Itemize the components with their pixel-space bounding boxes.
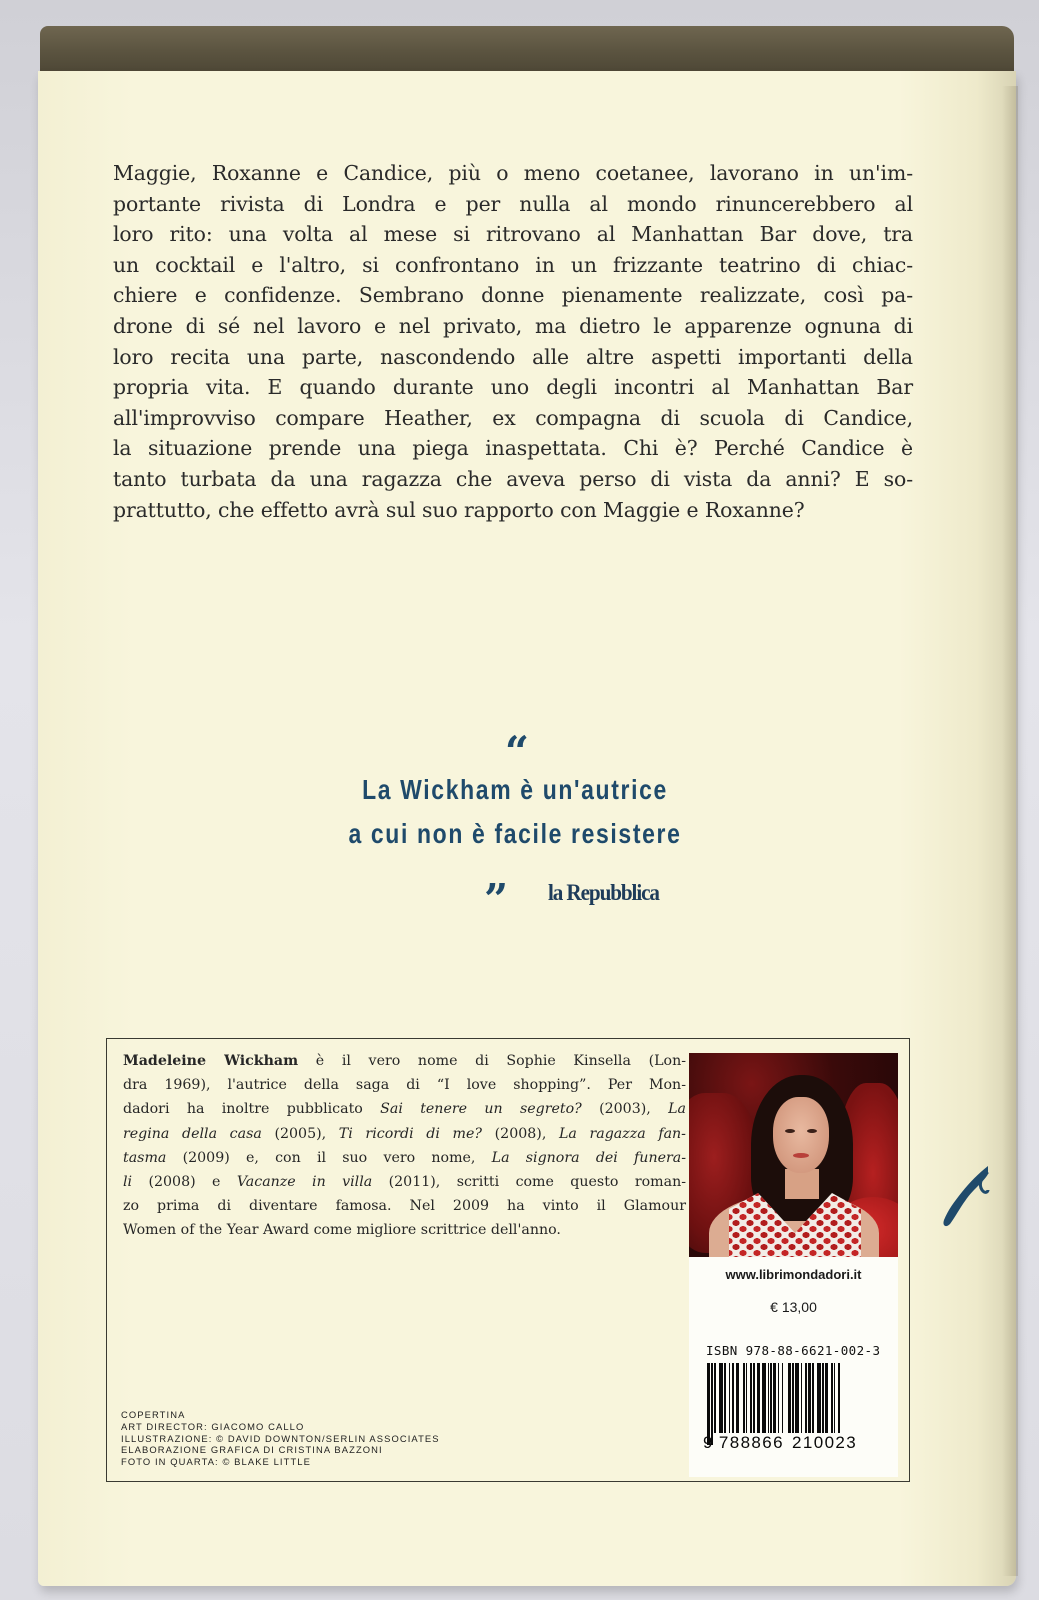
synopsis-blurb: [113, 158, 913, 525]
author-bio: [123, 1049, 686, 1243]
blurb-line: drone di sé nel lavoro e nel privato, ma dietro le apparenze ognuna di: [113, 313, 913, 338]
book-title: tasma: [123, 1149, 167, 1166]
book-title: Sai tenere un segreto?: [380, 1101, 582, 1118]
quote-source: la Repubblica: [548, 880, 660, 905]
bio-line: [123, 1218, 686, 1242]
barcode-group-1: 788866: [718, 1433, 784, 1452]
bio-line: [123, 1073, 686, 1097]
bio-line: [123, 1122, 686, 1146]
close-quote-icon: ”: [484, 875, 505, 924]
bio-text: dadori ha inoltre pubblicato: [123, 1101, 381, 1118]
credit-line: COPERTINA: [121, 1409, 186, 1420]
book-title: li: [123, 1174, 133, 1191]
author-name: Madeleine Wickham: [123, 1053, 299, 1069]
blurb-line: chiere e confidenze. Sembrano donne pienamente realizzate, così pa-: [113, 283, 913, 308]
credit-line: ART DIRECTOR: GIACOMO CALLO: [121, 1420, 305, 1432]
publisher-website: www.librimondadori.it: [725, 1267, 862, 1282]
cover-credits: [121, 1409, 440, 1468]
bio-text: zo prima di diventare famosa. Nel 2009 ha vinto il Glamour: [123, 1198, 686, 1215]
quote-line-2: a cui non è facile resistere: [348, 818, 682, 849]
bio-text: (2003),: [581, 1101, 669, 1118]
bio-text: (2009) e, con il suo vero nome,: [166, 1149, 492, 1166]
quote-line-1: La Wickham è un'autrice: [362, 774, 668, 805]
quote-attribution: [484, 866, 669, 924]
blurb-line: loro recita una parte, nascondendo alle altre aspetti importanti della: [113, 344, 913, 369]
open-quote-icon: “: [504, 727, 526, 776]
barcode-lead-digit: 9: [703, 1433, 714, 1452]
author-photo: [689, 1053, 898, 1257]
isbn-label: ISBN 978-88-6621-002-3: [706, 1343, 881, 1358]
book-title: regina della casa: [123, 1125, 262, 1142]
author-info-box: [106, 1038, 910, 1482]
book-top-edge: [40, 26, 1014, 74]
barcode-icon: [707, 1363, 891, 1443]
bio-text: è il vero nome di Sophie Kinsella (Lon-: [298, 1053, 686, 1069]
blurb-line: loro rito: una volta al mese si ritrovano al Manhattan Bar dove, tra: [113, 222, 913, 247]
book-title: La: [668, 1101, 686, 1118]
bio-text: (2011), scritti come questo roman-: [372, 1174, 686, 1191]
book-title: La signora dei funera-: [491, 1149, 687, 1166]
decorative-swirl-icon: [930, 1160, 990, 1230]
blurb-line: tanto turbata da una ragazza che aveva perso di vista da anni? E so-: [113, 466, 913, 491]
bio-line: [123, 1049, 686, 1073]
book-title: La ragazza fan-: [558, 1125, 686, 1142]
barcode-group-2: 210023: [792, 1433, 858, 1452]
book-title: Vacanze in villa: [236, 1174, 373, 1191]
barcode-digits: [703, 1433, 858, 1453]
bio-line: [123, 1170, 686, 1194]
bio-line: [123, 1146, 686, 1170]
book-title: Ti ricordi di me?: [338, 1125, 482, 1142]
price-label: € 13,00: [770, 1299, 817, 1315]
blurb-line: Maggie, Roxanne e Candice, più o meno coetanee, lavorano in un'im-: [113, 161, 913, 185]
blurb-line: la situazione prende una piega inaspettata. Chi è? Perché Candice è: [113, 436, 913, 461]
bio-text: Women of the Year Award come migliore scrittrice dell'anno.: [123, 1222, 561, 1239]
bio-line: [123, 1194, 686, 1218]
blurb-line: prattutto, che effetto avrà sul suo rapporto con Maggie e Roxanne?: [113, 497, 805, 522]
press-quote: [300, 727, 730, 856]
bio-text: (2005),: [261, 1125, 339, 1142]
blurb-line: propria vita. E quando durante uno degli incontri al Manhattan Bar: [113, 375, 913, 400]
bio-text: (2008) e: [132, 1174, 237, 1191]
blurb-line: un cocktail e l'altro, si confrontano in un frizzante teatrino di chiac-: [113, 252, 913, 277]
blurb-line: all'improvviso compare Heather, ex compagna di scuola di Candice,: [113, 405, 913, 430]
blurb-line: portante rivista di Londra e per nulla al mondo rinuncerebbero al: [113, 191, 913, 216]
bio-text: dra 1969), l'autrice della saga di “I love shopping”. Per Mon-: [123, 1077, 686, 1094]
bio-line: [123, 1097, 686, 1121]
credit-line: ELABORAZIONE GRAFICA DI CRISTINA BAZZONI: [121, 1444, 383, 1456]
price-barcode-sticker: [689, 1257, 898, 1477]
credit-line: FOTO IN QUARTA: © BLAKE LITTLE: [121, 1456, 311, 1468]
credit-line: ILLUSTRAZIONE: © DAVID DOWNTON/SERLIN ASSOCIATES: [121, 1432, 440, 1444]
bio-text: (2008),: [482, 1125, 559, 1142]
